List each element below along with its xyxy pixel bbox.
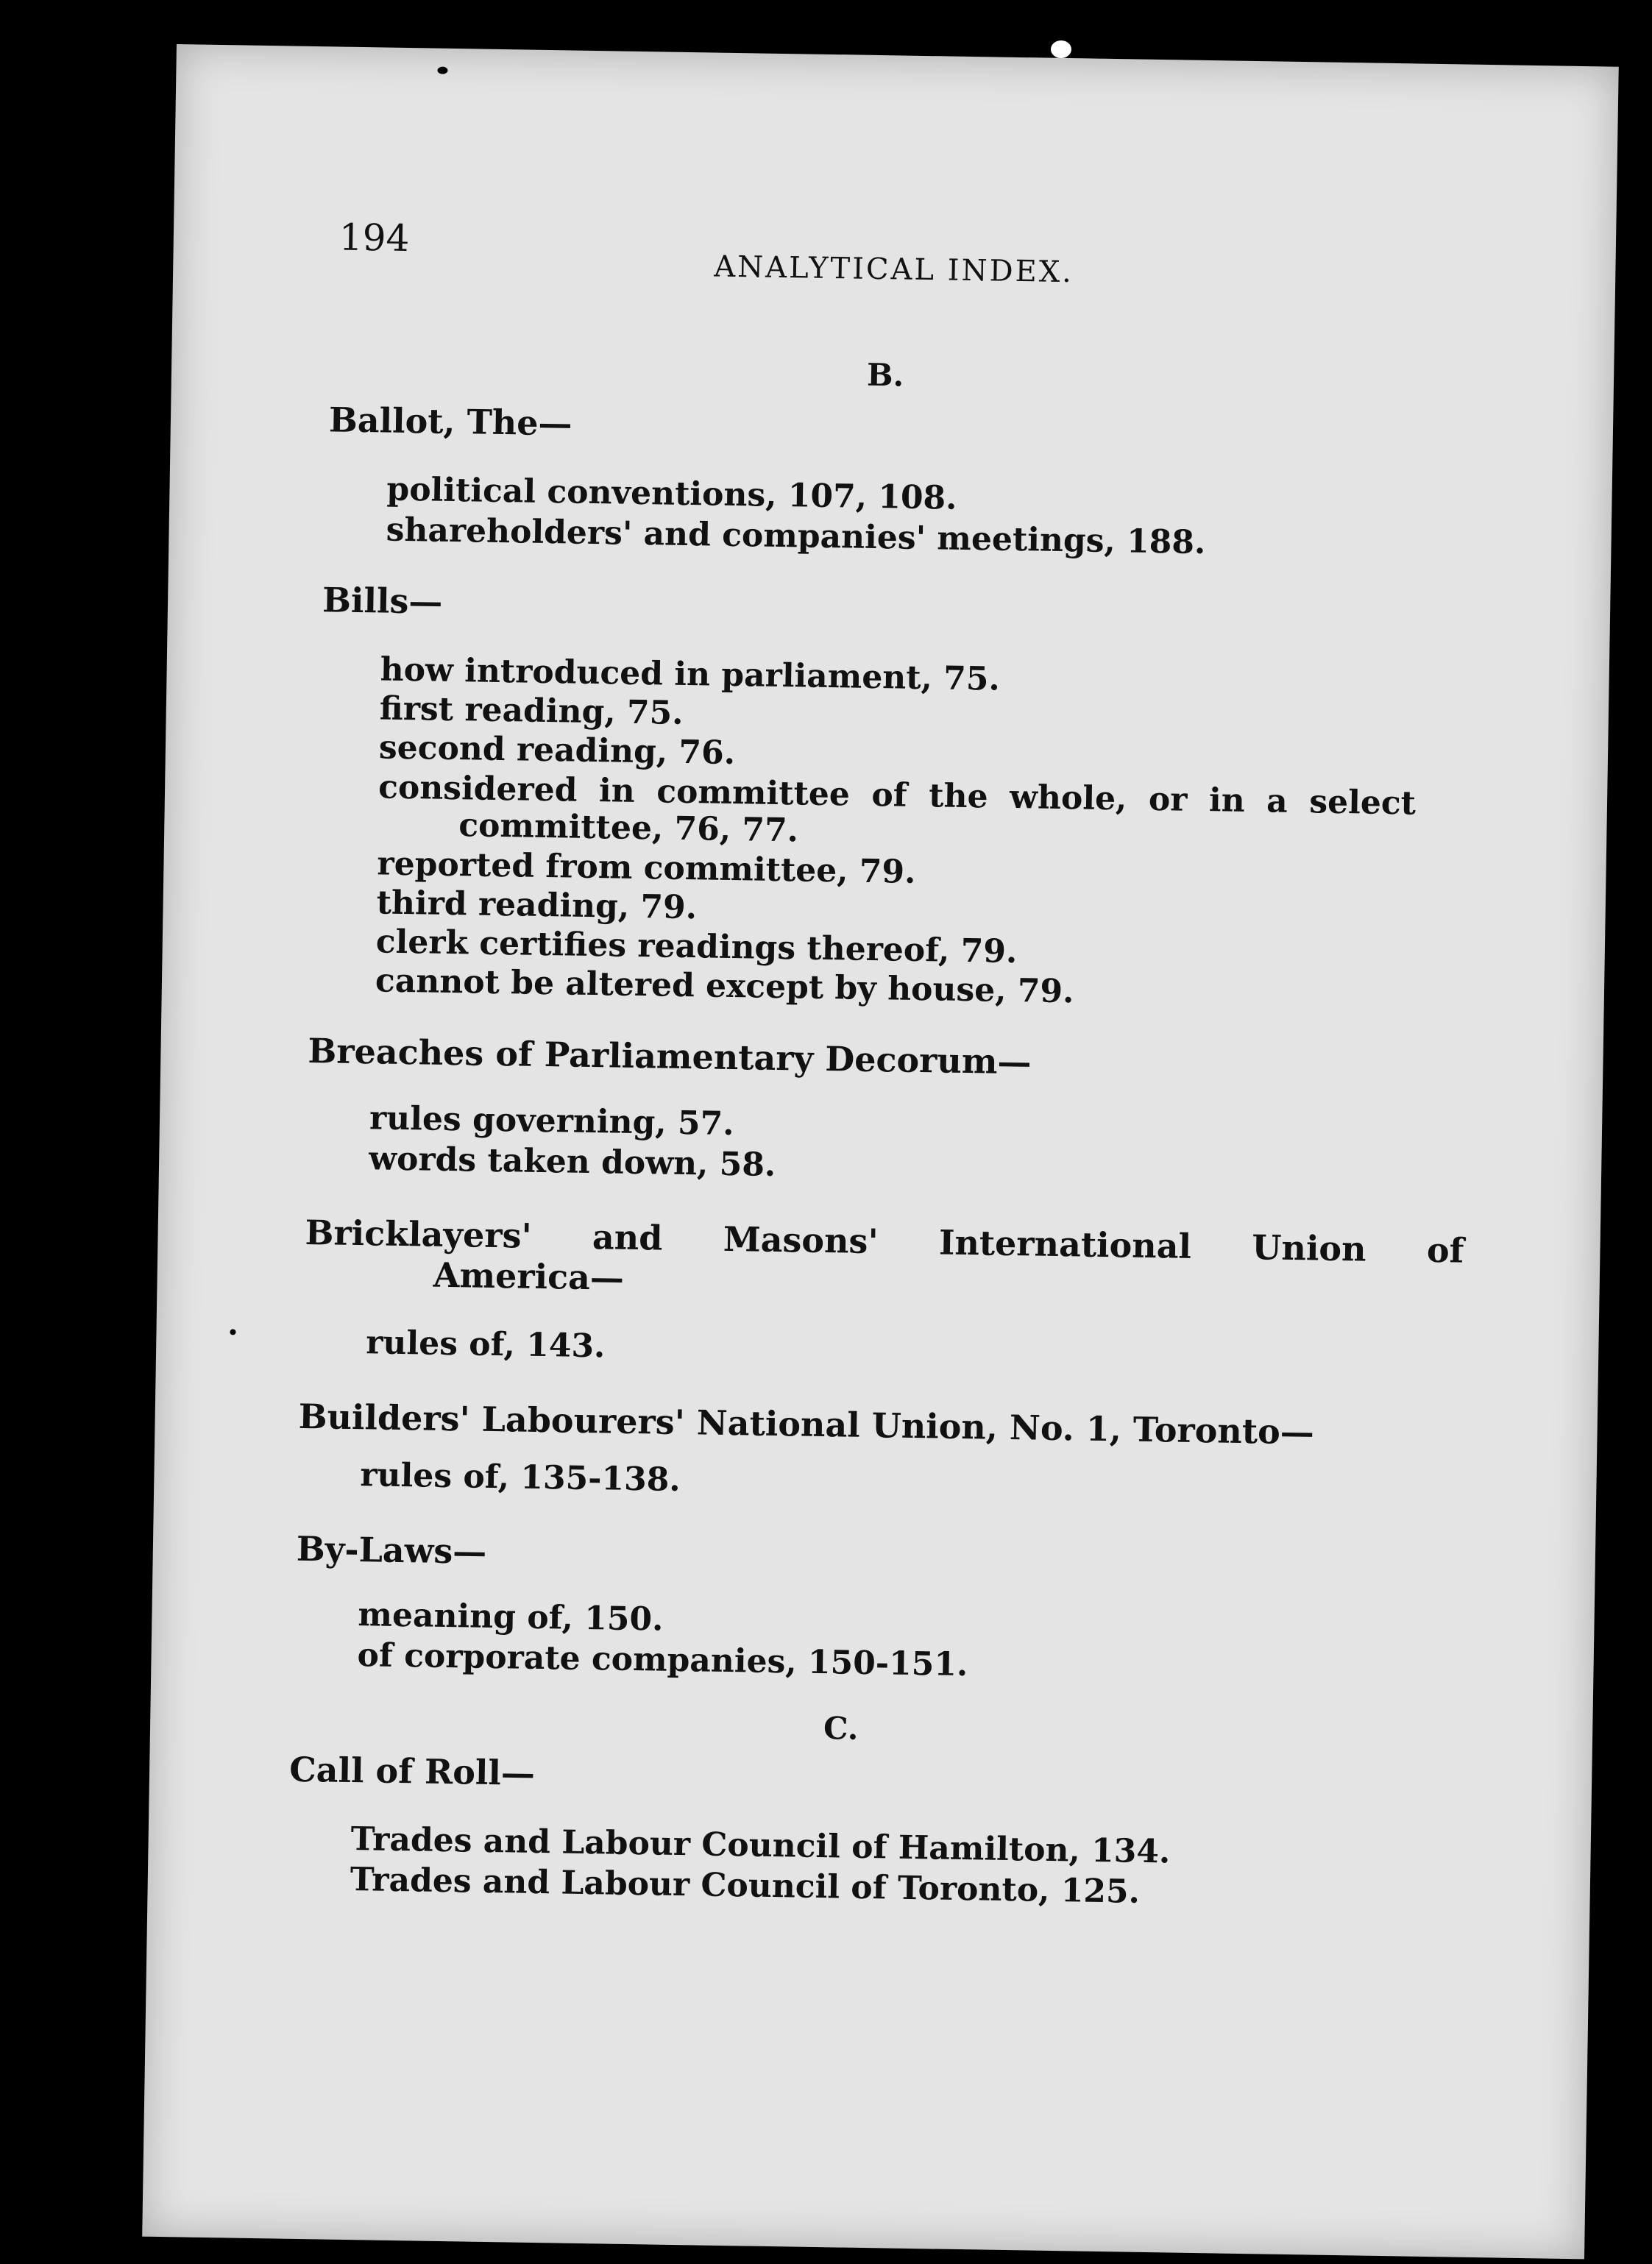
entry-item: Trades and Labour Council of Hamilton, 134.: [350, 1820, 1171, 1871]
entry-heading-call-of-roll: Call of Roll—: [288, 1749, 536, 1793]
entry-item: political conventions, 107, 108.: [386, 470, 957, 517]
entry-heading-bylaws: By-Laws—: [296, 1528, 487, 1572]
entry-item-continuation: committee, 76, 77.: [458, 806, 799, 850]
word: in: [598, 772, 636, 810]
entry-item: cannot be altered except by house, 79.: [375, 962, 1074, 1011]
word: considered: [377, 768, 578, 809]
word: Masons': [723, 1218, 879, 1262]
ink-speck: [230, 1329, 235, 1335]
word: the: [928, 777, 988, 816]
word: of: [871, 776, 908, 815]
entry-heading-ballot: Ballot, The—: [328, 400, 572, 444]
word: and: [592, 1217, 663, 1258]
entry-item: words taken down, 58.: [368, 1140, 776, 1184]
section-letter-c: C.: [823, 1710, 859, 1747]
word: of: [1426, 1229, 1464, 1271]
entry-heading-breaches: Breaches of Parliamentary Decorum—: [308, 1030, 1032, 1082]
word: or: [1148, 780, 1188, 819]
word: in: [1208, 781, 1246, 820]
entry-item: rules of, 143.: [365, 1324, 606, 1366]
entry-item: shareholders' and companies' meetings, 188.: [386, 511, 1206, 562]
page-number: 194: [338, 216, 410, 260]
entry-heading-bills: Bills—: [322, 580, 443, 622]
ink-speck: [146, 113, 155, 122]
entry-item: Trades and Labour Council of Toronto, 125.: [350, 1861, 1141, 1911]
word: Bricklayers': [305, 1212, 533, 1256]
entry-item: first reading, 75.: [379, 689, 684, 732]
entry-item: clerk certifies readings thereof, 79.: [375, 923, 1018, 971]
entry-item: meaning of, 150.: [358, 1596, 664, 1639]
entry-heading-continuation: America—: [433, 1255, 625, 1298]
entry-item: rules governing, 57.: [369, 1099, 734, 1143]
word: committee: [656, 773, 851, 814]
ink-speck: [437, 67, 447, 74]
word: whole,: [1009, 778, 1127, 818]
film-punch-hole: [1051, 40, 1071, 58]
word: International: [938, 1222, 1192, 1266]
word: select: [1308, 783, 1417, 823]
section-letter-b: B.: [866, 356, 904, 394]
entry-item: of corporate companies, 150-151.: [357, 1636, 968, 1684]
entry-heading-builders: Builders' Labourers' National Union, No. 1, Toronto—: [298, 1396, 1315, 1452]
entry-item: reported from committee, 79.: [377, 845, 916, 891]
book-page: [142, 44, 1619, 2259]
entry-item: third reading, 79.: [376, 884, 698, 927]
word: a: [1266, 782, 1288, 820]
word: Union: [1251, 1227, 1366, 1269]
running-head: ANALYTICAL INDEX.: [713, 249, 1074, 290]
entry-item: how introduced in parliament, 75.: [380, 650, 1001, 698]
entry-item: second reading, 76.: [378, 728, 736, 773]
entry-item: rules of, 135-138.: [360, 1456, 681, 1499]
